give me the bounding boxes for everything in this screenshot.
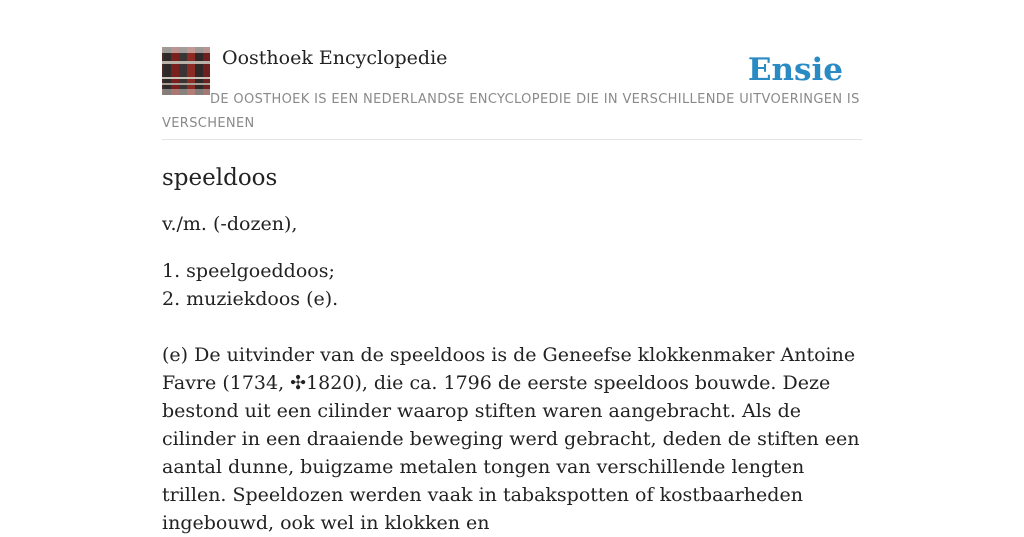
header-divider — [162, 139, 862, 140]
entry-grammar: v./m. (-dozen), — [162, 213, 298, 235]
definition-item: 1. speelgoeddoos; — [162, 260, 335, 282]
entry-title: speeldoos — [162, 165, 278, 191]
entry-body-text: (e) De uitvinder van de speeldoos is de Geneefse klokkenmaker Antoine Favre (1734, ✣1820), die ca. 1796 de eerste speeldoos bouwde. Deze bestond uit een cilinder waarop stiften waren aangebracht. Als de cilinder in een draaiende beweging werd gebracht, deden de stiften een aantal dunne, buigzame metalen tongen van verschillende lengten trillen. Speeldozen werden vaak in tabakspotten of kostbaarheden ingebouwd, ook wel in klokken en — [162, 344, 860, 534]
site-tagline: DE OOSTHOEK IS EEN NEDERLANDSE ENCYCLOPEDIE DIE IN VERSCHILLENDE UITVOERINGEN IS VERSCHENEN — [162, 92, 860, 131]
site-title-link[interactable]: Oosthoek Encyclopedie — [222, 47, 448, 69]
entry-content — [162, 160, 862, 537]
definition-item: 2. muziekdoos (e). — [162, 288, 339, 310]
definition-list — [162, 257, 862, 313]
brand-logo-link[interactable]: Ensie — [747, 52, 843, 88]
